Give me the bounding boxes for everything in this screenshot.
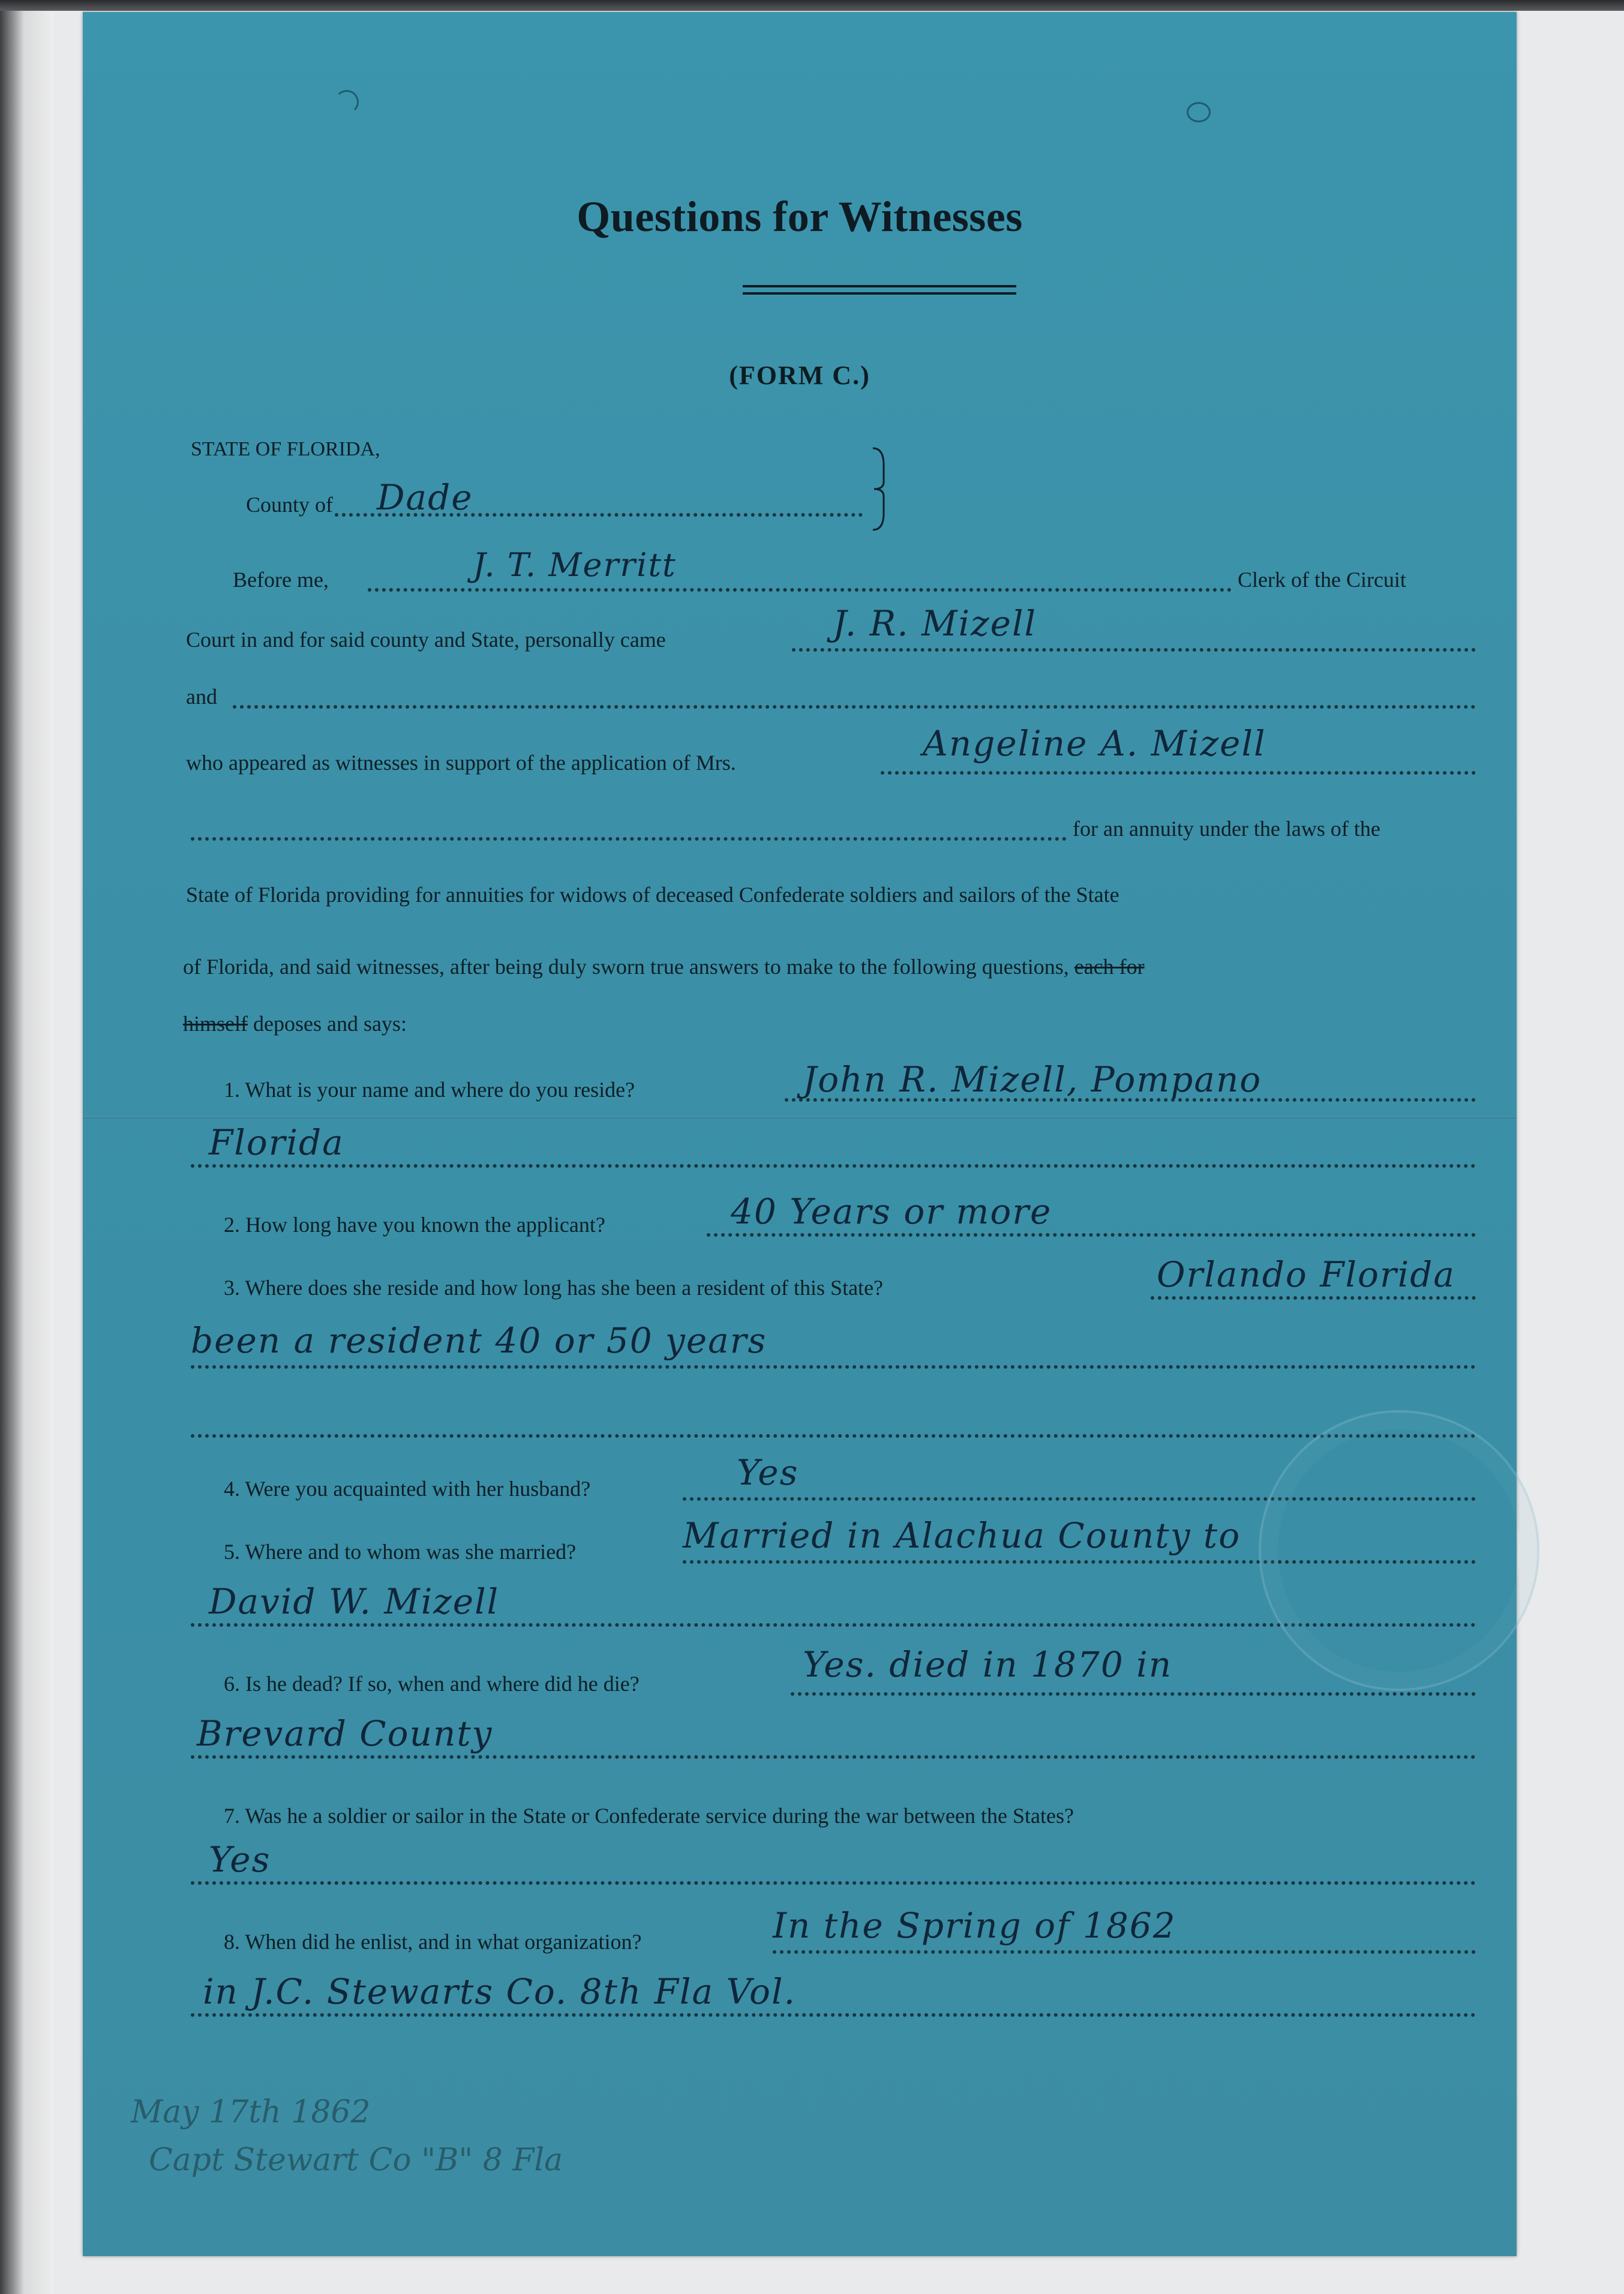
body-line-2-struck: each for <box>1074 955 1145 979</box>
answer-3-line-1: Orlando Florida <box>1157 1254 1455 1295</box>
form-label: (FORM C.) <box>729 361 870 390</box>
answer-8-line-1: In the Spring of 1862 <box>773 1905 1176 1946</box>
answer-8-dots-b <box>191 2013 1476 2017</box>
question-7: 7. Was he a soldier or sailor in the State or Confederate service during the war between the States? <box>224 1804 1074 1828</box>
witness-one-dots <box>792 648 1476 652</box>
state-line: STATE OF FLORIDA, <box>191 438 380 460</box>
answer-6-dots-a <box>791 1692 1476 1696</box>
answer-3-line-2: been a resident 40 or 50 years <box>191 1320 767 1361</box>
applicant-dots <box>881 771 1476 775</box>
pencil-note-line-1: May 17th 1862 <box>131 2094 371 2130</box>
court-line: Court in and for said county and State, personally came <box>186 628 666 652</box>
answer-4-line-1: Yes <box>737 1452 799 1493</box>
body-line-3 <box>183 1011 407 1036</box>
question-2: 2. How long have you known the applicant? <box>224 1213 605 1237</box>
answer-8-line-2: in J.C. Stewarts Co. 8th Fla Vol. <box>203 1971 796 2012</box>
answer-1-line-2: Florida <box>209 1122 344 1163</box>
form-sheet <box>83 12 1517 2256</box>
applicant-cont-dots <box>191 837 1067 841</box>
answer-8-dots-a <box>773 1950 1476 1954</box>
question-8: 8. When did he enlist, and in what organization? <box>224 1930 642 1954</box>
answer-2-dots <box>707 1233 1476 1237</box>
clerk-dots <box>368 588 1232 592</box>
annuity-suffix: for an annuity under the laws of the <box>1073 817 1380 841</box>
answer-1-dots-b <box>191 1164 1476 1168</box>
fold-crease <box>83 1116 1517 1118</box>
scan-edge-top <box>0 0 1624 11</box>
body-line-3-struck: himself <box>183 1012 248 1036</box>
body-line-1: State of Florida providing for annuities for widows of deceased Confederate soldiers and sailors of the State <box>186 883 1119 907</box>
body-line-3-text: deposes and says: <box>253 1012 407 1036</box>
and-label: and <box>186 685 217 709</box>
answer-6-line-2: Brevard County <box>197 1713 493 1754</box>
appeared-line: who appeared as witnesses in support of the application of Mrs. <box>186 751 736 775</box>
question-6: 6. Is he dead? If so, when and where did he die? <box>224 1672 640 1696</box>
answer-7-dots <box>191 1881 1476 1885</box>
title-rule-bottom <box>743 292 1016 295</box>
body-line-2-text: of Florida, and said witnesses, after being duly sworn true answers to make to the following questions, <box>183 955 1069 979</box>
body-line-2 <box>183 954 1145 979</box>
answer-3-dots-c <box>191 1434 1476 1438</box>
title-rule-top <box>743 285 1016 287</box>
answer-6-dots-b <box>191 1755 1476 1759</box>
answer-3-dots-a <box>1151 1296 1476 1300</box>
applicant-name: Angeline A. Mizell <box>923 723 1266 764</box>
scan-edge-left <box>0 0 54 2294</box>
question-4: 4. Were you acquainted with her husband? <box>224 1477 591 1501</box>
form-title: Questions for Witnesses <box>577 193 1023 241</box>
question-5: 5. Where and to whom was she married? <box>224 1540 577 1564</box>
answer-5-line-2: David W. Mizell <box>209 1581 500 1622</box>
answer-1-line-1: John R. Mizell, Pompano <box>803 1059 1262 1100</box>
embossed-seal <box>1259 1410 1539 1691</box>
clerk-name: J. T. Merritt <box>473 546 677 584</box>
witness-two-dots <box>233 705 1476 709</box>
clerk-suffix: Clerk of the Circuit <box>1238 568 1406 592</box>
county-label: County of <box>246 493 334 517</box>
punch-hole-right <box>1187 102 1211 122</box>
witness-one: J. R. Mizell <box>833 603 1037 644</box>
answer-6-line-1: Yes. died in 1870 in <box>803 1644 1173 1685</box>
answer-7-line-2: Yes <box>209 1839 271 1880</box>
question-3: 3. Where does she reside and how long has she been a resident of this State? <box>224 1276 884 1300</box>
punch-hole-left <box>335 90 359 114</box>
bracket <box>872 447 886 531</box>
answer-5-line-1: Married in Alachua County to <box>683 1515 1241 1556</box>
question-1: 1. What is your name and where do you reside? <box>224 1078 635 1102</box>
county-value: Dade <box>377 477 473 518</box>
answer-2-line-1: 40 Years or more <box>731 1191 1052 1232</box>
pencil-note-line-2: Capt Stewart Co "B" 8 Fla <box>149 2142 563 2178</box>
answer-3-dots-b <box>191 1365 1476 1369</box>
before-label: Before me, <box>233 568 329 592</box>
